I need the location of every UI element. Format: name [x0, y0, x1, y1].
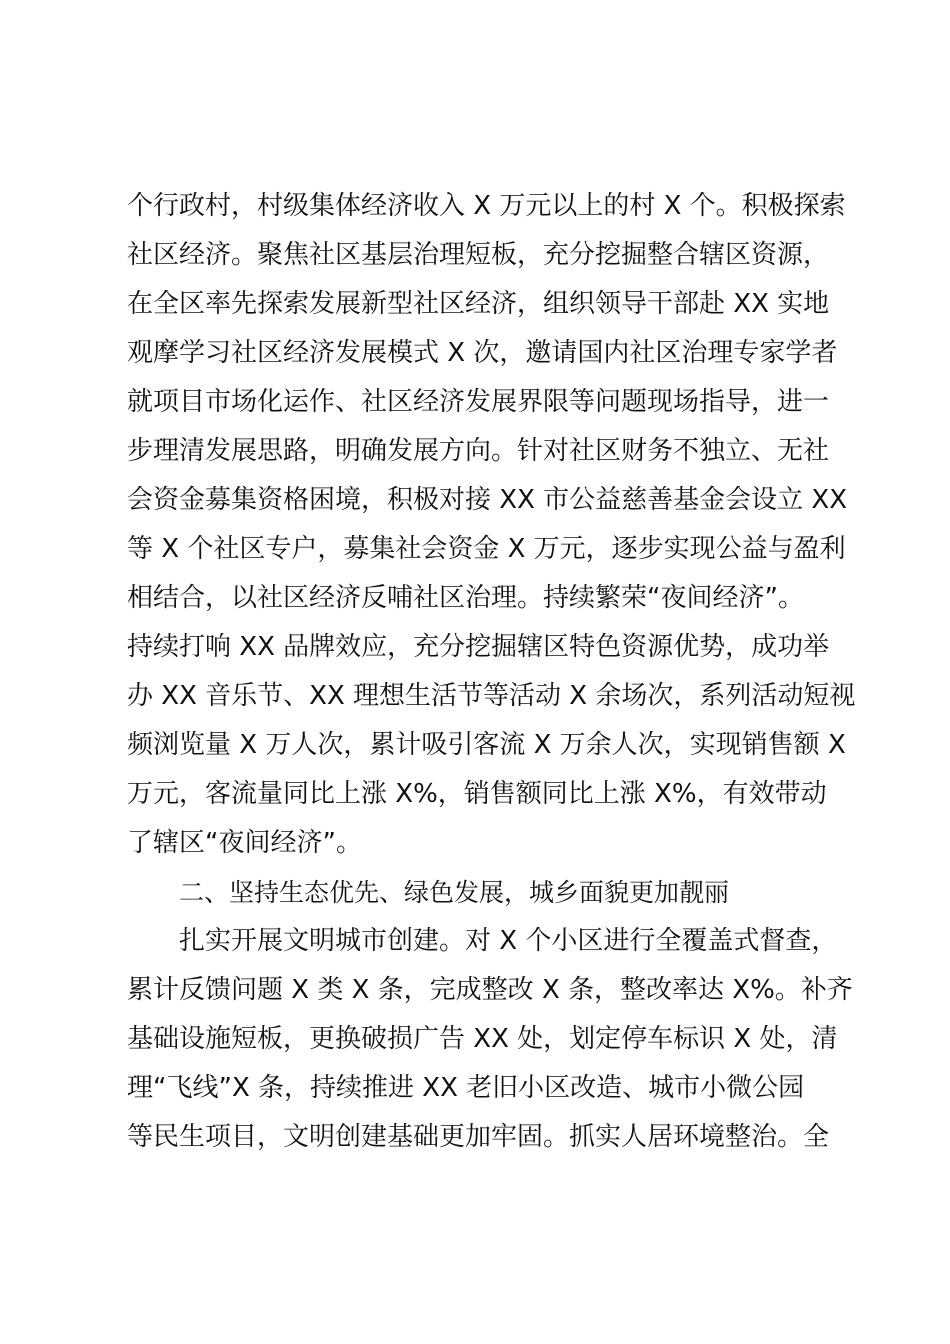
body-line: 办 XX 音乐节、XX 理想生活节等活动 X 余场次，系列活动短视 [127, 681, 856, 711]
body-line: 等 X 个社区专户，募集社会资金 X 万元，逐步实现公益与盈利 [127, 534, 846, 564]
body-line: 观摩学习社区经济发展模式 X 次，邀请国内社区治理专家学者 [127, 338, 838, 368]
body-line: 相结合，以社区经济反哺社区治理。持续繁荣“夜间经济”。 [127, 583, 804, 613]
body-line: 会资金募集资格困境，积极对接 XX 市公益慈善基金会设立 XX [127, 485, 848, 515]
body-line: 步理清发展思路，明确发展方向。针对社区财务不独立、无社 [127, 436, 830, 466]
paragraph-line: 理“飞线”X 条，持续推进 XX 老旧小区改造、城市小微公园 [127, 1073, 805, 1103]
section-heading: 二、坚持生态优先、绿色发展，城乡面貌更加靓丽 [179, 878, 730, 907]
paragraph-line: 等民生项目，文明创建基础更加牢固。抓实人居环境整治。全 [127, 1122, 830, 1152]
paragraph-line: 扎实开展文明城市创建。对 X 个小区进行全覆盖式督查， [179, 926, 838, 956]
body-line: 就项目市场化运作、社区经济发展界限等问题现场指导，进一 [127, 387, 830, 417]
body-line: 社区经济。聚焦社区基层治理短板，充分挖掘整合辖区资源， [127, 240, 830, 270]
document-body [127, 182, 856, 1162]
body-line: 万元，客流量同比上涨 X%，销售额同比上涨 X%，有效带动 [127, 779, 827, 809]
paragraph-line: 累计反馈问题 X 类 X 条，完成整改 X 条，整改率达 X%。补齐 [127, 975, 853, 1005]
body-line: 了辖区“夜间经济”。 [127, 828, 362, 858]
body-line: 频浏览量 X 万人次，累计吸引客流 X 万余人次，实现销售额 X [127, 730, 846, 760]
body-line: 在全区率先探索发展新型社区经济，组织领导干部赴 XX 实地 [127, 289, 830, 319]
paragraph-line: 基础设施短板，更换破损广告 XX 处，划定停车标识 X 处，清 [127, 1024, 838, 1054]
body-line: 个行政村，村级集体经济收入 X 万元以上的村 X 个。积极探索 [127, 191, 846, 221]
body-line: 持续打响 XX 品牌效应，充分挖掘辖区特色资源优势，成功举 [127, 632, 830, 662]
